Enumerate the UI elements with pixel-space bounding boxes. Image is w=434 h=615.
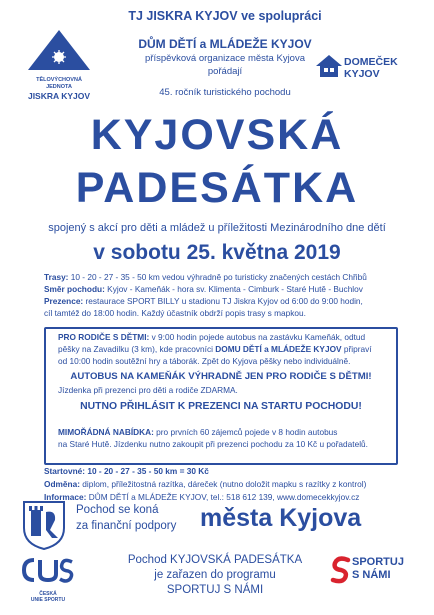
header-line3: příspěvková organizace města Kyjova [145,53,305,64]
info-smer-label: Směr pochodu: [44,284,105,294]
info-trasy [44,272,404,284]
box-line3: od 10:00 hodin soutěžní hry a táborák. Zpět do Kyjova pěšky nebo individuálně. [58,356,351,366]
program-text [80,553,350,598]
box-line2-text-a: pěšky na Zavadilku (3 km), kde pracovníci [58,344,216,354]
info-trasy-label: Trasy: [44,272,69,282]
odmena-label: Odměna: [44,479,80,489]
header-line1: TJ JISKRA KYJOV ve spolupráci [128,9,322,23]
info-prezence [44,296,404,308]
title-line1: KYJOVSKÁ [90,111,344,159]
info-box [44,327,398,465]
logo-right-line1: DOMEČEK [344,56,398,68]
box-line7-label: MIMOŘÁDNÁ NABÍDKA: [58,427,154,437]
header-line2: DŮM DĚTÍ a MLÁDEŽE KYJOV [138,37,312,51]
box-line7-text: pro prvních 60 zájemců pojede v 8 hodin autobus [153,427,338,437]
informace-label: Informace: [44,492,87,502]
info-cil: cíl tamtéž do 18:00 hodin. Každý účastník obdrží popis trasy s mapkou. [44,308,306,318]
startovne [44,466,404,478]
subtitle: spojený s akcí pro děti a mládež u příležitosti Mezinárodního dne dětí [48,222,386,234]
box-line2 [58,344,372,355]
support-city: města Kyjova [200,504,362,532]
sportuj-line1: SPORTUJ [352,556,404,568]
box-bus-notice: AUTOBUS NA KAMEŇÁK VÝHRADNĚ JEN PRO RODIČE S DĚTMI! [70,371,372,382]
info-prezence-text: restaurace SPORT BILLY u stadionu TJ Jiskra Kyjov od 6:00 do 9:00 hodin, [83,296,363,306]
ceska-unie-sportu-logo [20,556,76,603]
info-prezence-label: Prezence: [44,296,84,306]
sportuj-s-icon [330,556,352,584]
box-line1-label: PRO RODIČE S DĚTMI: [58,332,150,342]
odmena-text: diplom, příležitostná razítka, dáreček (nutno doložit mapku s razítky z kontrol) [79,479,367,489]
box-line5: Jízdenka při prezenci pro děti a rodiče ZDARMA. [58,385,238,395]
startovne-label: Startovné: [44,466,86,476]
support-line1: Pochod se koná [76,504,159,516]
support-text [76,502,206,534]
title-line2: PADESÁTKA [75,164,359,212]
startovne-text: 10 - 20 - 27 - 35 - 50 km = 30 Kč [85,466,209,476]
cus-line1: ČESKÁ [39,591,57,597]
program-line3: SPORTUJ S NÁMI [166,584,264,596]
box-line1-text: v 9:00 hodin pojede autobus na zastávku Kameňák, odtud [149,332,366,342]
program-line2: je zařazen do programu [154,569,276,581]
sportuj-line2: S NÁMI [352,569,391,581]
program-line1: Pochod KYJOVSKÁ PADESÁTKA [127,554,303,566]
kyjov-coat-of-arms-icon [22,500,66,550]
header-line4: pořádají [207,66,243,77]
box-line8: na Staré Hutě. Jízdenku nutno zakoupit při prezenci pochodu za 10 Kč u pořadatelů. [58,439,368,449]
informace-text: DŮM DĚTÍ a MLÁDEŽE KYJOV, tel.: 518 612 139, www.domecekkyjov.cz [86,492,360,502]
info-smer-text: Kyjov - Kameňák - hora sv. Klimenta - Cimburk - Staré Hutě - Buchlov [104,284,363,294]
logo-right-line2: KYJOV [344,68,380,80]
info-smer [44,284,404,296]
box-line2-bold: DOMU DĚTÍ a MLÁDEŽE KYJOV [215,344,342,354]
cus-line2: UNIE SPORTU [30,597,66,603]
logo-left-line2: JISKRA KYJOV [27,91,91,101]
odmena [44,479,404,491]
support-line2: za finanční podpory [76,520,177,532]
cus-logo-icon [20,556,76,586]
box-line2-text-b: připraví [341,344,372,354]
box-register-notice: NUTNO PŘIHLÁSIT K PREZENCI NA STARTU POCHODU! [80,401,362,412]
event-date: v sobotu 25. května 2019 [93,241,341,264]
box-line1 [58,332,365,343]
box-line7 [58,427,337,438]
info-trasy-text: 10 - 20 - 27 - 35 - 50 km vedou výhradně po turisticky značených cestách Chřibů [68,272,367,282]
logo-left-line1: TĚLOVÝCHOVNÁ JEDNOTA [36,77,82,90]
header-line5: 45. ročník turistického pochodu [159,87,291,98]
